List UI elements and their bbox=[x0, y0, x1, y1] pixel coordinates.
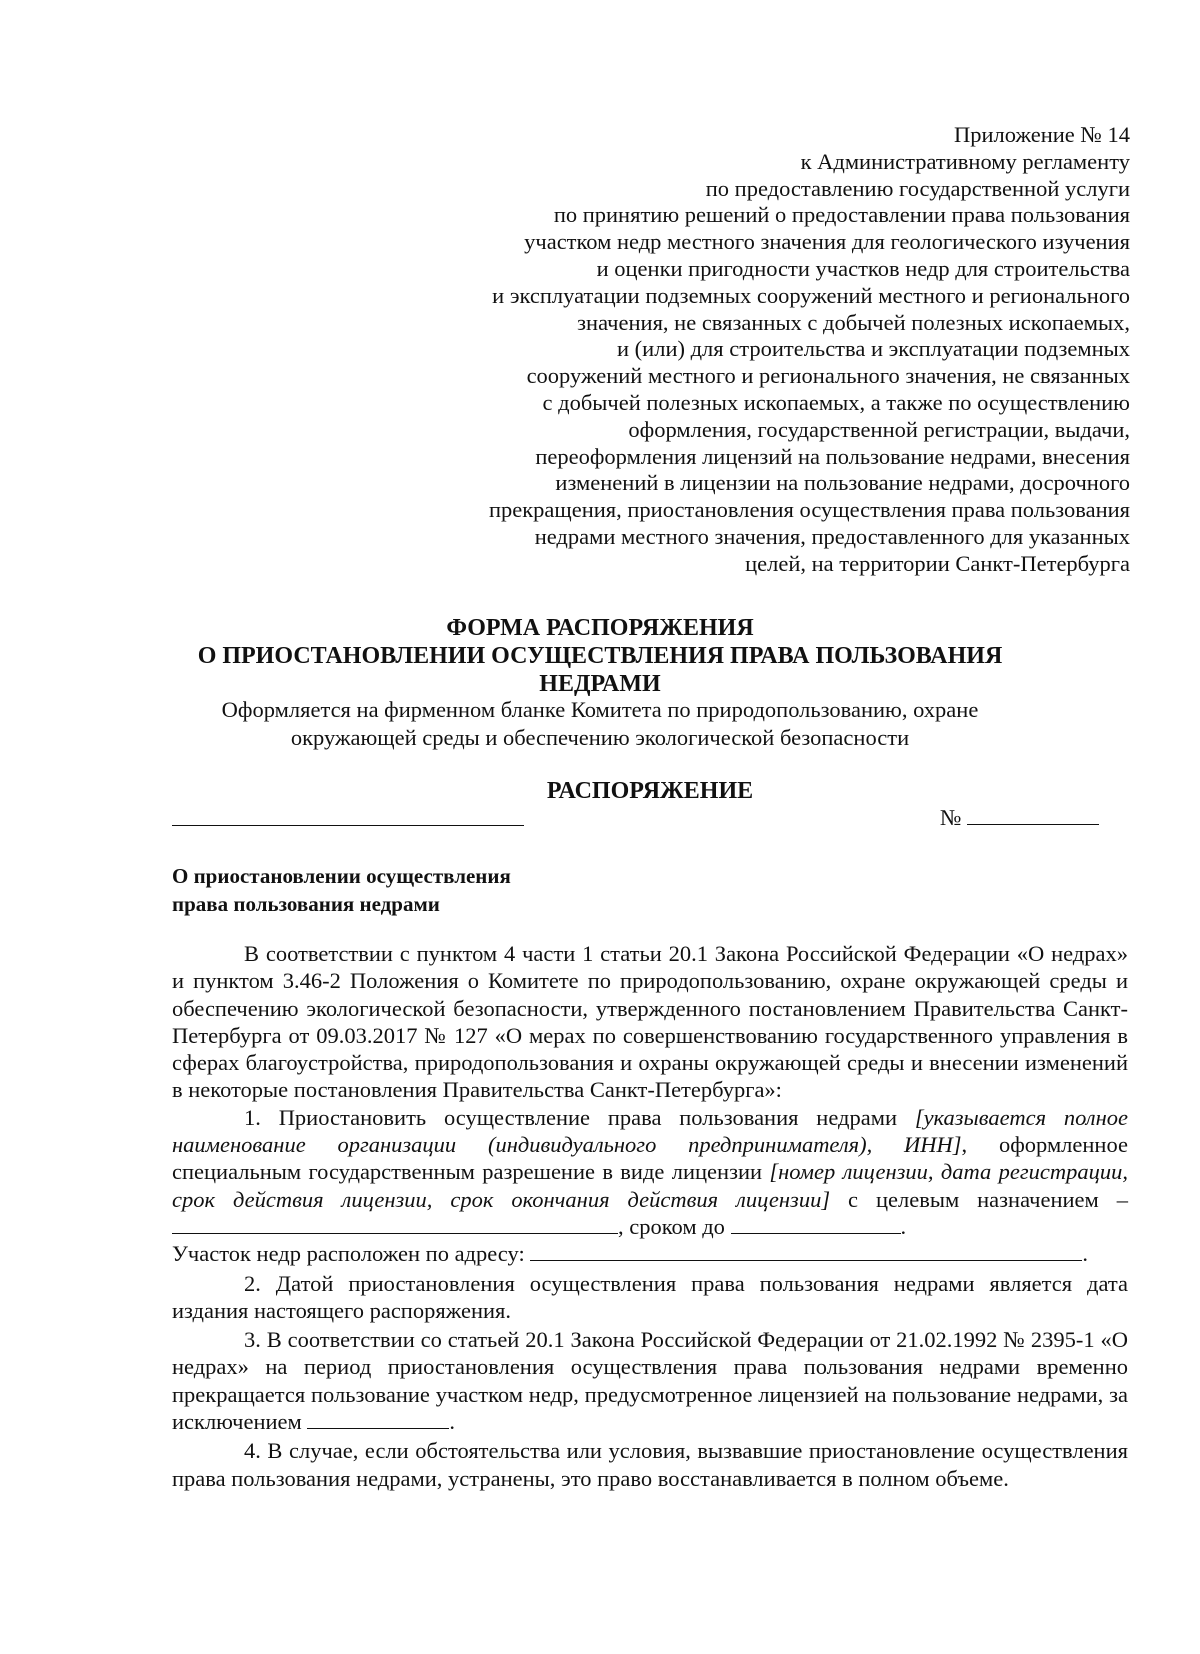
form-note-line: окружающей среды и обеспечению экологической безопасности bbox=[290, 725, 910, 750]
placeholder-text: [указывается полное наименование организации (индивидуального предпринимателя), ИНН] bbox=[172, 1104, 1128, 1158]
preamble-paragraph: В соответствии с пунктом 4 части 1 статьи 20.1 Закона Российской Федерации «О недрах» и пунктом 3.46-2 Положения о Комитете по природопользованию, охране окружающей среды и обеспечению экологической безопасности, утвержденного постановлением Правительства Санкт-Петербурга от 09.03.2017 № 127 «О мерах по совершенствованию государственного управления в сферах благоустройства, природопользования и охраны окружающей среды и внесении изменений в некоторые постановления Правительства Санкт-Петербурга»: bbox=[172, 941, 1128, 1103]
appendix-line: и эксплуатации подземных сооружений местного и регионального bbox=[492, 282, 1130, 308]
order-number bbox=[940, 804, 1099, 832]
clause-1 bbox=[172, 1104, 1128, 1240]
appendix-line: Приложение № 14 bbox=[954, 122, 1130, 147]
order-subject bbox=[172, 862, 772, 918]
appendix-line: сооружений местного и регионального значения, не связанных bbox=[526, 363, 1130, 389]
placeholder-text: [номер лицензии, дата регистрации, срок действия лицензии, срок окончания действия лицензии] bbox=[172, 1159, 1128, 1212]
appendix-line: по предоставлению государственной услуги bbox=[705, 175, 1130, 201]
clause-2: 2. Датой приостановления осуществления права пользования недрами является дата издания настоящего распоряжения. bbox=[172, 1270, 1128, 1323]
address-blank-line bbox=[530, 1242, 1082, 1261]
clause-text: с целевым назначением – bbox=[830, 1186, 1128, 1212]
purpose-blank-line bbox=[172, 1215, 618, 1234]
number-blank-line bbox=[967, 804, 1099, 825]
order-body bbox=[172, 940, 1128, 1492]
appendix-line: целей, на территории Санкт-Петербурга bbox=[745, 550, 1130, 576]
clause-text: . bbox=[900, 1213, 907, 1239]
clause-text: , оформленное специальным государственным разрешение в виде лицензии bbox=[172, 1132, 1128, 1185]
appendix-line: и оценки пригодности участков недр для строительства bbox=[596, 255, 1130, 281]
clause-text: 1. Приостановить осуществление права пользования недрами bbox=[244, 1104, 915, 1130]
appendix-line: с добычей полезных ископаемых, а также по осуществлению bbox=[542, 389, 1130, 415]
form-note-line: Оформляется на фирменном бланке Комитета по природопользованию, охране bbox=[221, 697, 979, 722]
appendix-line: недрами местного значения, предоставленного для указанных bbox=[534, 523, 1130, 549]
form-title-line: О ПРИОСТАНОВЛЕНИИ ОСУЩЕСТВЛЕНИЯ ПРАВА ПОЛЬЗОВАНИЯ bbox=[197, 643, 1003, 669]
appendix-line: и (или) для строительства и эксплуатации подземных bbox=[617, 336, 1130, 362]
clause-text: . bbox=[449, 1409, 455, 1435]
form-note bbox=[170, 696, 1030, 752]
appendix-line: переоформления лицензий на пользование недрами, внесения bbox=[535, 443, 1130, 469]
exception-blank-line bbox=[307, 1410, 449, 1429]
clause-text: Участок недр расположен по адресу: bbox=[172, 1241, 531, 1267]
term-blank-line bbox=[731, 1215, 901, 1234]
clause-text: , сроком до bbox=[618, 1213, 731, 1239]
subject-line: О приостановлении осуществления bbox=[172, 864, 511, 888]
appendix-line: по принятию решений о предоставлении права пользования bbox=[553, 202, 1130, 228]
form-title-line: ФОРМА РАСПОРЯЖЕНИЯ bbox=[446, 615, 754, 641]
order-title: РАСПОРЯЖЕНИЕ bbox=[546, 778, 754, 804]
form-title bbox=[170, 614, 1030, 698]
clause-1-address bbox=[172, 1240, 1128, 1267]
appendix-line: изменений в лицензии на пользование недрами, досрочного bbox=[555, 470, 1130, 496]
appendix-line: к Административному регламенту bbox=[800, 148, 1130, 174]
clause-text: 3. В соответствии со статьей 20.1 Закона Российской Федерации от 21.02.1992 № 2395-1 «О недрах» на период приостановления осуществления права пользования недрами временно прекращается пользование участком недр, предусмотренное лицензией на пользование недрами, за исключением bbox=[172, 1327, 1128, 1435]
form-title-line: НЕДРАМИ bbox=[539, 671, 661, 697]
clause-3 bbox=[172, 1326, 1128, 1435]
subject-line: права пользования недрами bbox=[172, 892, 440, 916]
clause-4: 4. В случае, если обстоятельства или условия, вызвавшие приостановление осуществления права пользования недрами, устранены, это право восстанавливается в полном объеме. bbox=[172, 1438, 1128, 1491]
number-label: № bbox=[940, 805, 962, 830]
date-blank-line bbox=[172, 825, 524, 826]
appendix-line: оформления, государственной регистрации, выдачи, bbox=[628, 416, 1130, 442]
appendix-line: прекращения, приостановления осуществления права пользования bbox=[488, 497, 1130, 523]
appendix-header bbox=[360, 122, 1130, 578]
clause-text: . bbox=[1082, 1241, 1088, 1267]
appendix-line: участком недр местного значения для геологического изучения bbox=[524, 229, 1130, 255]
appendix-line: значения, не связанных с добычей полезных ископаемых, bbox=[577, 309, 1130, 335]
